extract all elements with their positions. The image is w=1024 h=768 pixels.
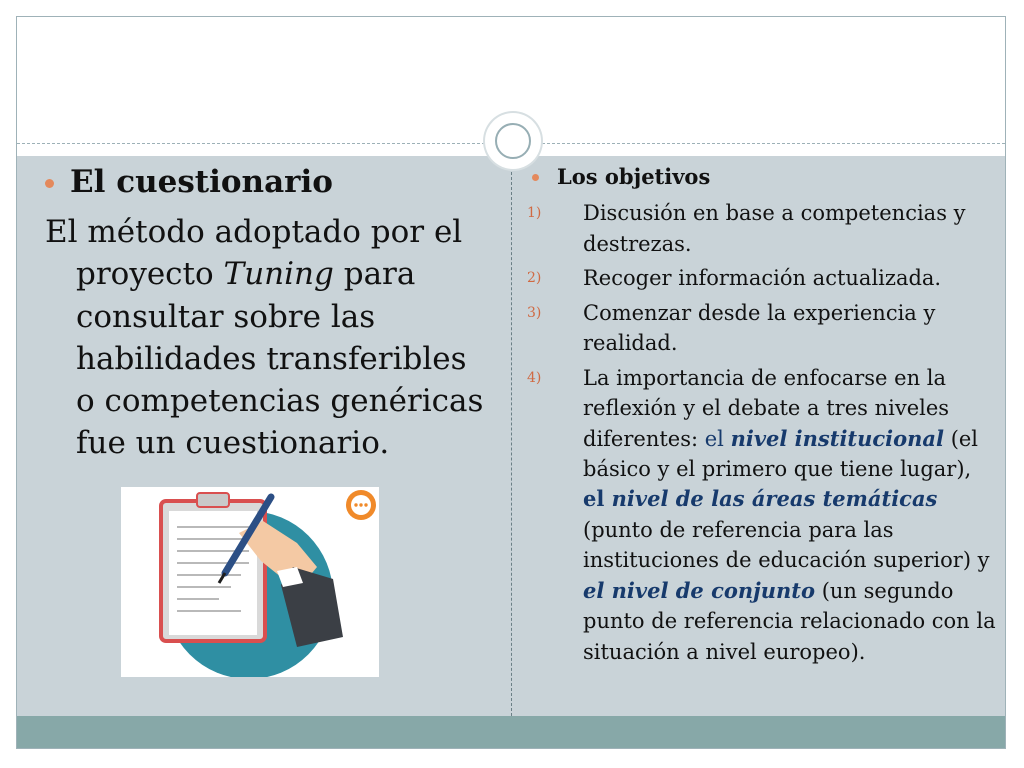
right-heading [527,162,997,192]
footer-bar [17,716,1005,749]
item4-text-5: (punto de referencia para las instituciones de educación superior) y [583,517,990,573]
left-body-italic: Tuning [223,256,334,293]
list-number: 1) [527,205,542,222]
left-heading-text: El cuestionario [70,164,333,200]
list-text: Discusión en base a competencias y destrezas. [583,201,966,256]
slide [16,16,1006,749]
right-column [527,162,997,671]
item4-text-1: La importancia de enfocarse en la reflexión y el debate a tres niveles diferentes: [583,365,950,451]
list-item [527,263,997,293]
bullet-icon [45,179,54,188]
left-body [45,211,495,464]
item4-text-6: (un segundo punto de referencia relacionado con la situación a nivel europeo). [583,578,996,664]
list-number: 2) [527,270,542,287]
right-heading-text: Los objetivos [557,164,711,189]
item4-text-2: el [704,426,731,451]
list-number: 3) [527,304,542,321]
left-heading [45,164,495,201]
bullet-icon [532,174,539,181]
left-body-part1: El método adoptado por el proyecto [45,214,463,293]
item4-text-3: (el básico y el primero que tiene lugar), [583,426,979,481]
list-text: Comenzar desde la experiencia y realidad. [583,300,936,356]
list-text [583,363,997,667]
list-item [527,198,997,259]
list-number: 4) [527,369,542,386]
list-item [527,298,997,359]
column-divider [511,167,512,716]
circle-ornament [485,113,541,169]
list-text: Recoger información actualizada. [583,266,942,291]
nivel-institucional: nivel institucional [730,425,945,451]
left-body-part2: para consultar sobre las habilidades transferibles o competencias genéricas fue un cuestionario. [76,256,484,461]
list-item [527,363,997,667]
circle-ornament-inner [495,123,531,159]
left-column [45,164,495,464]
nivel-de-conjunto: el nivel de conjunto [583,577,816,603]
item4-text-4: el [583,486,612,512]
questionnaire-illustration [121,487,379,677]
nivel-areas-tematicas: nivel de las áreas temáticas [611,486,938,512]
